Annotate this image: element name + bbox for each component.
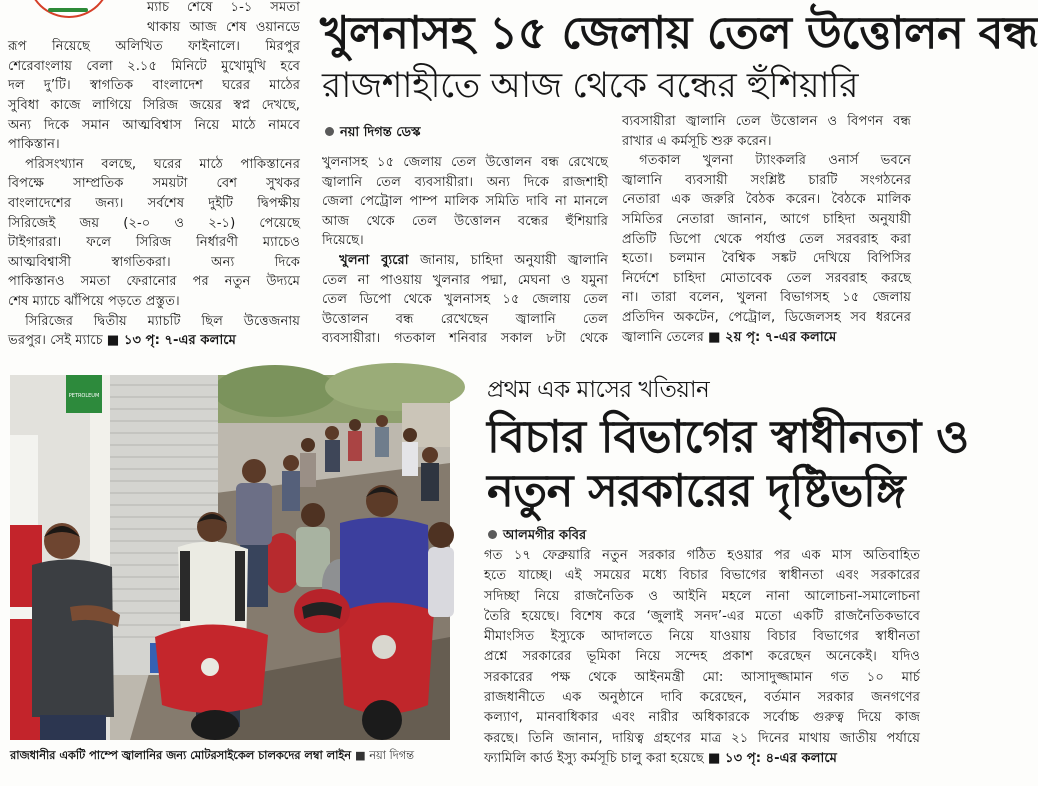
motorcycle-headlight xyxy=(201,658,219,676)
text-run: ফ্যামিলি কার্ড ইস্যু কর্মসূচি চালু করা হয়েছে xyxy=(484,750,708,766)
text-line: তেল ডিপো থেকে খুলনাসহ ১৫ জেলায় তেল xyxy=(322,292,608,308)
man-jeans xyxy=(40,715,106,740)
paragraph xyxy=(8,0,300,155)
text-line: রূপ নিয়েছে অলিখিত ফাইনালে। মিরপুর xyxy=(8,39,300,55)
lead-story-column-2 xyxy=(622,112,911,347)
rider-body xyxy=(375,427,389,457)
text-line: শেষ ম্যাচে ঝাঁপিয়ে পড়তে প্রস্তুত। xyxy=(8,293,180,309)
photo-caption xyxy=(10,748,450,764)
text-line: গত ১৭ ফেব্রুয়ারি নতুন সরকার গঠিত হওয়ার পর এক মাস অতিবাহিত xyxy=(484,548,920,563)
text-line: থাকায় আজ শেষ ওয়ানডে xyxy=(147,19,300,35)
paragraph xyxy=(622,112,911,151)
text-line xyxy=(484,749,920,769)
text-line: দল দু’টি। স্বাগতিক বাংলাদেশ ঘরের মাঠের xyxy=(8,78,300,94)
text-line: করছে। তিনি জানান, দায়িত্ব গ্রহণের মাত্র ২১ দিনের মাথায় জাতীয় পর্যায়ে xyxy=(484,730,920,746)
rider-body xyxy=(348,431,362,461)
rider-body xyxy=(282,471,300,511)
text-line: জ্বালানি তেল ব্যবসায়ীরা। অন্য দিকে রাজশাহী xyxy=(322,174,608,190)
bold-text: খুলনা ব্যুরো xyxy=(339,252,409,268)
text-line: সিরিজেই জয় (২-০ ও ২-১) পেয়েছে xyxy=(8,215,300,231)
motorcycle-headlight xyxy=(372,635,396,659)
text-run: জানায়, চাহিদা অনুযায়ী জ্বালানি xyxy=(408,252,608,268)
text-line: সদিচ্ছা নিয়ে রাজনৈতিক ও আইনি মহলে নানা আলোচনা-সমালোচনা xyxy=(484,588,920,604)
text-line: টাইগাররা। ফলে সিরিজ নির্ধারণী ম্যাচেও xyxy=(8,235,300,251)
rider-head xyxy=(422,447,438,463)
rider-head xyxy=(283,455,299,471)
bullet-icon xyxy=(325,127,334,136)
rider-shirt xyxy=(236,483,272,545)
text-line: জ্বালানি ব্যবসায়ী সংশ্লিষ্ট চারটি সংগঠনের xyxy=(622,172,911,188)
lead-subheadline: রাজশাহীতে আজ থেকে বন্ধের হুঁশিয়ারি xyxy=(322,66,858,106)
text-line: শেরেবাংলায় বেলা ২.১৫ মিনিটে মুখোমুখি হবে xyxy=(8,58,300,74)
text-line: জেলা পেট্রোল পাম্প মালিক সমিতি দাবি না মানলে xyxy=(322,194,608,210)
backpack-strap xyxy=(235,551,245,621)
text-line: না। তারা বলেন, খুলনা বিভাগসহ ১৫ জেলায় xyxy=(622,290,911,306)
motorcycle-wheel xyxy=(191,710,239,740)
man-tshirt xyxy=(32,559,114,717)
rider-shirt xyxy=(428,547,454,617)
text-line: সরকারের পক্ষ থেকে আইনমন্ত্রী মো: আসাদুজ্জামান গত ১০ মার্চ xyxy=(484,669,920,685)
paragraph xyxy=(322,251,608,349)
text-line: হতো। চলমান বৈশ্বিক সঙ্কট দেখিয়ে বিপিসির xyxy=(622,251,911,267)
text-line: হতে যাচ্ছে। এই সময়ের মধ্যে বিচার বিভাগের স্বাধীনতা এবং সরকারের xyxy=(484,568,920,584)
news-photo xyxy=(10,375,450,740)
lead-story-column-1 xyxy=(322,153,608,349)
paragraph xyxy=(8,155,300,312)
text-line: প্রতিটি ডিপো থেকে পর্যাপ্ত তেল সরবরাহ করা xyxy=(622,231,911,247)
rider-head xyxy=(301,438,315,452)
second-story-headline-line-2: নতুন সরকারের দৃষ্টিভঙ্গি xyxy=(487,464,906,517)
petroleum-sign-text: PETROLEUM xyxy=(68,393,100,399)
bold-text: ■ ১৩ পৃ: ৭-এর কলামে xyxy=(106,333,236,349)
text-line: তেল না পাওয়ায় খুলনার পদ্মা, মেঘনা ও যমুনা xyxy=(322,272,608,288)
rider-head xyxy=(403,428,417,442)
text-line: তৈরি হয়েছে। বিশেষ করে ‘জুলাই সনদ’-এর মতো একটি রাজনৈতিকভাবে xyxy=(484,608,920,624)
bullet-icon xyxy=(488,530,497,539)
rider-body xyxy=(325,440,340,472)
text-run: জ্বালানি তেলের xyxy=(622,329,709,345)
lead-byline xyxy=(325,124,420,142)
second-story-byline xyxy=(488,527,586,545)
tree-foliage xyxy=(213,365,337,417)
text-run: ভরপুর। সেই ম্যাচে xyxy=(8,333,107,349)
motorcycle-wheel xyxy=(362,700,402,740)
text-line: নেতারা এক জরুরি বৈঠক করেন। বৈঠকে মালিক xyxy=(622,192,911,208)
text-line: ম্যাচ শেষে ১-১ সমতা xyxy=(147,0,300,15)
photo-illustration xyxy=(10,375,450,740)
text-line: পাকিস্তান। xyxy=(8,137,60,153)
rider-body xyxy=(421,463,439,501)
second-story-headline-line-1: বিচার বিভাগের স্বাধীনতা ও xyxy=(487,410,969,463)
second-story-kicker: প্রথম এক মাসের খতিয়ান xyxy=(487,377,710,403)
text-line: দিয়েছে। xyxy=(322,233,364,249)
text-line: নির্দেশে চাহিদা মোতাবেক তেল সরবরাহ করছে xyxy=(622,270,911,286)
lead-headline: খুলনাসহ ১৫ জেলায় তেল উত্তোলন বন্ধ xyxy=(320,6,1038,59)
bold-text: ■ ১৩ পৃ: ৪-এর কলামে xyxy=(707,750,837,766)
left-story-column xyxy=(8,0,300,351)
text-line: সিরিজের দ্বিতীয় ম্যাচটি ছিল উত্তেজনায় xyxy=(25,313,300,329)
paragraph xyxy=(322,153,608,251)
text-line: গতকাল খুলনা ট্যাংকলরি ওনার্স ভবনে xyxy=(639,153,911,169)
text-line xyxy=(8,331,300,351)
rider-body xyxy=(300,453,316,487)
backpack-strap xyxy=(180,551,190,621)
text-line: সমিতির নেতারা জানান, আগে চাহিদা অনুযায়ী xyxy=(622,211,911,227)
text-line xyxy=(622,328,911,348)
text-line: অন্য দিকে সমান আত্মবিশ্বাস নিয়ে মাঠে নামবে xyxy=(8,117,300,133)
text-line: মীমাংসিত ইস্যুকে আদালতে নিয়ে যাওয়ায় বিচার বিভাগের স্বাধীনতা xyxy=(484,629,920,645)
text-line: রাজধানীতে এক অনুষ্ঠানে দাবি করেছেন, বর্তমান সরকার জনগণের xyxy=(484,690,920,706)
rider-right-edge xyxy=(428,522,454,617)
text-line: প্রতিদিন অকটেন, পেট্রোল, ডিজেলসহ সব ধরনের xyxy=(622,309,911,325)
text-line: আত্মবিশ্বাসী স্বাগতিকরা। অন্য দিকে xyxy=(8,254,300,270)
text-line: কল্যাণ, মানবাধিকার এবং নারীর অধিকারকে সর্বোচ্চ গুরুত্ব দিয়ে কাজ xyxy=(484,710,920,726)
bold-text: ■ ২য় পৃ: ৭-এর কলামে xyxy=(708,329,837,345)
text-line: পাকিস্তানও সমতা ফেরানোর পর নতুন উদ্যমে xyxy=(8,274,300,290)
rider-head xyxy=(242,459,266,483)
paragraph xyxy=(622,151,911,347)
text-line: ব্যবসায়ীরা জ্বালানি তেল উত্তোলন ও বিপণন বন্ধ xyxy=(622,114,911,129)
rider-head xyxy=(428,522,454,548)
text-line: বিপক্ষে সাম্প্রতিক সময়টা বেশ সুখকর xyxy=(8,176,300,192)
text-line: খুলনাসহ ১৫ জেলায় তেল উত্তোলন বন্ধ রেখেছে xyxy=(322,155,608,170)
text-line xyxy=(322,251,608,271)
text-line: বাংলাদেশের জন্য। সর্বশেষ দুইটি দ্বিপক্ষীয় xyxy=(8,195,300,211)
rider-body xyxy=(402,442,418,476)
caption-text: রাজধানীর একটি পাম্পে জ্বালানির জন্য মোটরসাইকেল চালকদের লম্বা লাইন xyxy=(10,749,351,762)
text-line: সুবিধা কাজে লাগিয়ে সিরিজ জয়ের স্বপ্ন দেখছে, xyxy=(8,97,300,113)
byline-text: আলমগীর কবির xyxy=(503,528,587,543)
text-line: ব্যবসায়ীরা। গতকাল শনিবার সকাল ৮টা থেকে xyxy=(322,331,608,347)
photo-credit: ■ নয়া দিগন্ত xyxy=(355,749,414,762)
text-line: রাখার এ কর্মসূচি শুরু করেন। xyxy=(622,133,772,149)
paragraph xyxy=(484,546,920,769)
text-line: পরিসংখ্যান বলছে, ঘরের মাঠে পাকিস্তানের xyxy=(25,156,300,172)
rider-head xyxy=(376,415,388,427)
fuel-pump-panel xyxy=(10,435,38,525)
byline-text: নয়া দিগন্ত ডেস্ক xyxy=(340,125,421,140)
second-story-body xyxy=(484,546,920,769)
rider-head xyxy=(349,419,361,431)
paragraph xyxy=(8,312,300,351)
rider-head xyxy=(325,426,339,440)
rider-head xyxy=(301,503,325,527)
text-line: প্রশ্নে সরকারের ভূমিকা নিয়ে সন্দেহ প্রকাশ করেছেন অনেকেই। যদিও xyxy=(484,649,920,665)
text-line: আজ থেকে তেল উত্তোলন বন্ধের হুঁশিয়ারি xyxy=(322,213,608,229)
text-line: উত্তোলন বন্ধ রেখেছেন জ্বালানি তেল xyxy=(322,311,608,327)
